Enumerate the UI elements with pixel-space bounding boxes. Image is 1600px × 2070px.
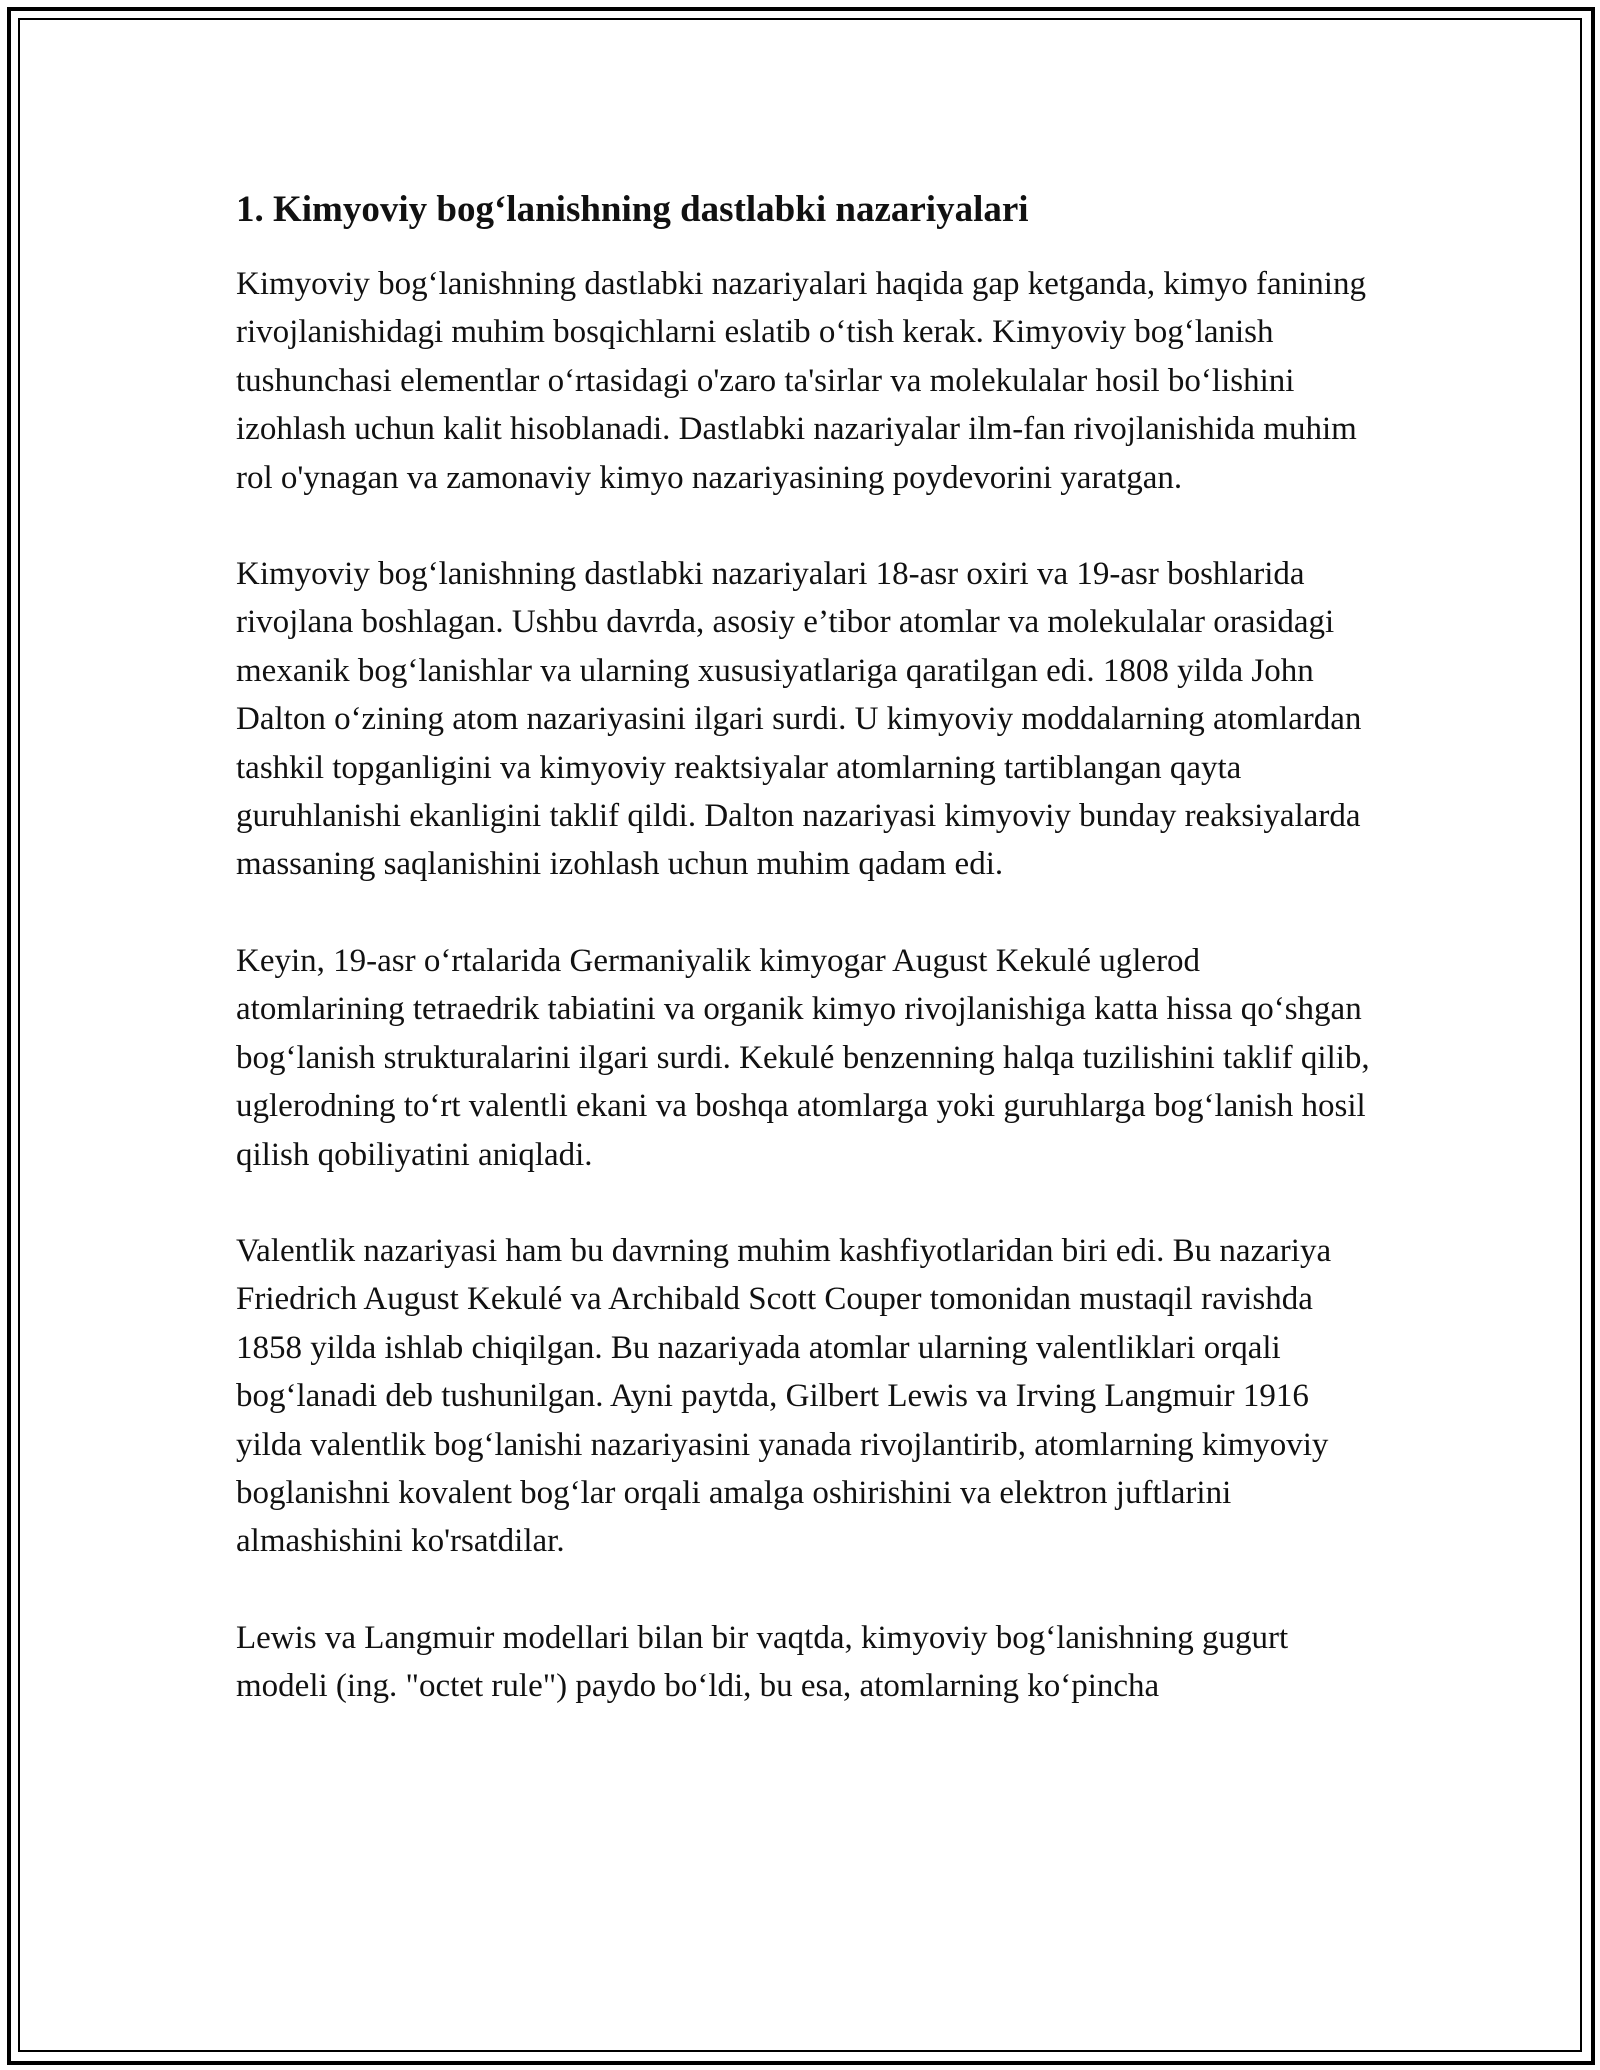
paragraph-1: Kimyoviy bog‘lanishning dastlabki nazariyalari haqida gap ketganda, kimyo fanining rivojlanishidagi muhim bosqichlarni eslatib o‘tish kerak. Kimyoviy bog‘lanish tushunchasi elementlar o‘rtasidagi o'zaro ta'sirlar va molekulalar hosil bo‘lishini izohlash uchun kalit hisoblanadi. Dastlabki nazariyalar ilm-fan rivojlanishida muhim rol o'ynagan va zamonaviy kimyo nazariyasining poydevorini yaratgan. xyxy=(236,266,1366,496)
section-heading: 1. Kimyoviy bog‘lanishning dastlabki nazariyalari xyxy=(236,189,1029,230)
paragraph-3: Keyin, 19-asr o‘rtalarida Germaniyalik kimyogar August Kekulé uglerod atomlarining tetraedrik tabiatini va organik kimyo rivojlanishiga katta hissa qo‘shgan bog‘lanish strukturalarini ilgari surdi. Kekulé benzenning halqa tuzilishini taklif qilib, uglerodning to‘rt valentli ekani va boshqa atomlarga yoki guruhlarga bog‘lanish hosil qilish qobiliyatini aniqladi. xyxy=(236,942,1370,1173)
paragraph-4: Valentlik nazariyasi ham bu davrning muhim kashfiyotlaridan biri edi. Bu nazariya Friedrich August Kekulé va Archibald Scott Couper tomonidan mustaqil ravishda 1858 yilda ishlab chiqilgan. Bu nazariyada atomlar ularning valentliklari orqali bog‘lanadi deb tushunilgan. Ayni paytda, Gilbert Lewis va Irving Langmuir 1916 yilda valentlik bog‘lanishi nazariyasini yanada rivojlantirib, atomlarning kimyoviy boglanishni kovalent bog‘lar orqali amalga oshirishini va elektron juftlarini almashishini ko'rsatdilar. xyxy=(236,1232,1332,1560)
paragraph-5: Lewis va Langmuir modellari bilan bir vaqtda, kimyoviy bog‘lanishning gugurt modeli (ing. "octet rule") paydo bo‘ldi, bu esa, atomlarning ko‘pincha xyxy=(236,1619,1289,1705)
document-body xyxy=(236,186,1376,1759)
paragraph-2: Kimyoviy bog‘lanishning dastlabki nazariyalari 18-asr oxiri va 19-asr boshlarida rivojlana boshlagan. Ushbu davrda, asosiy e’tibor atomlar va molekulalar orasidagi mexanik bog‘lanishlar va ularning xususiyatlariga qaratilgan edi. 1808 yilda John Dalton o‘zining atom nazariyasini ilgari surdi. U kimyoviy moddalarning atomlardan tashkil topganligini va kimyoviy reaktsiyalar atomlarning tartiblangan qayta guruhlanishi ekanligini taklif qildi. Dalton nazariyasi kimyoviy bunday reaksiyalarda massaning saqlanishini izohlash uchun muhim qadam edi. xyxy=(236,556,1362,883)
